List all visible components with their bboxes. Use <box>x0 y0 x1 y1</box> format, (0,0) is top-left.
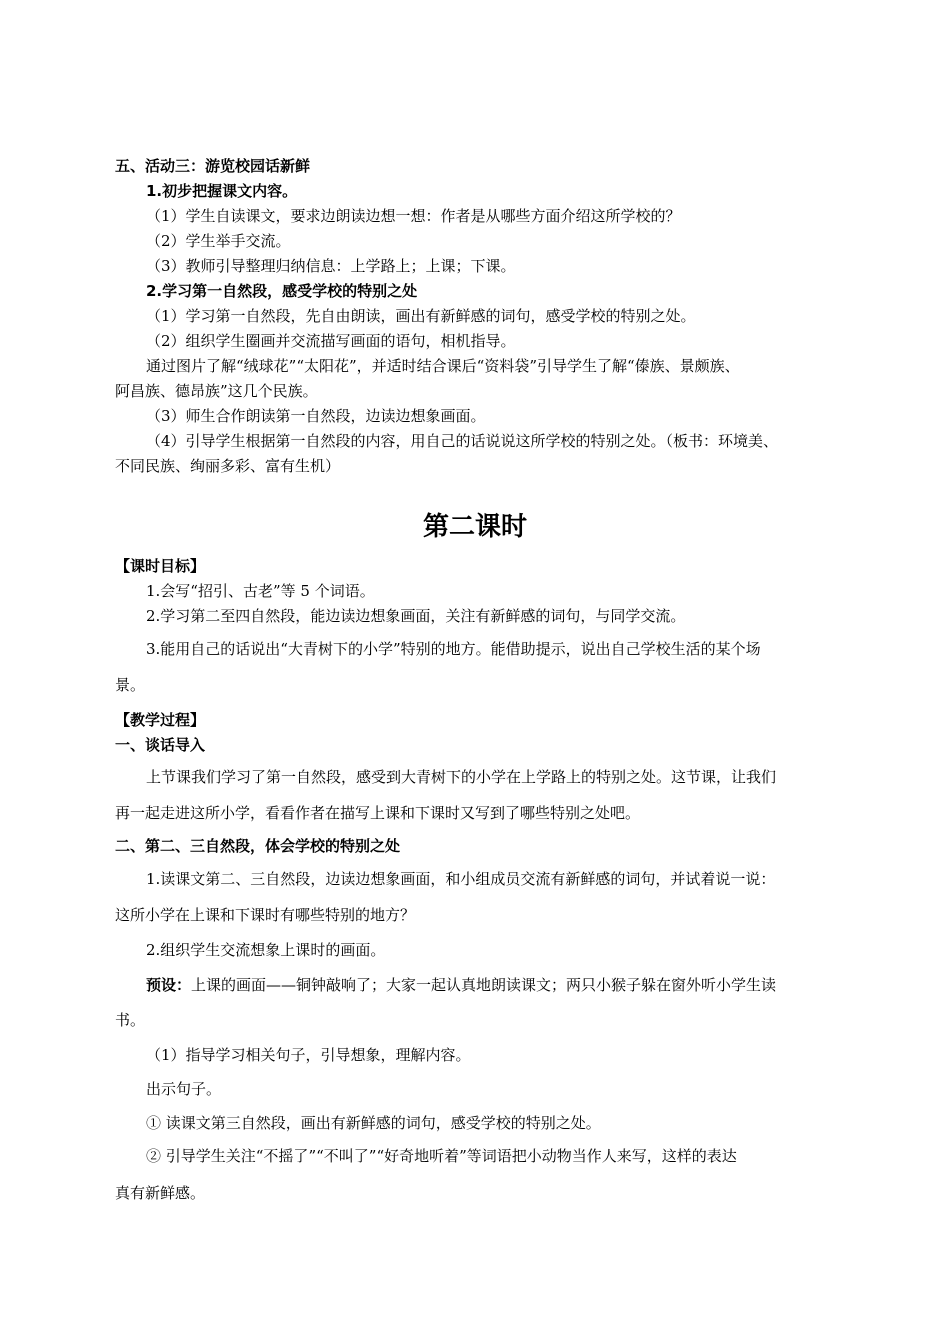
paragraph: 景。 <box>115 676 146 694</box>
paragraph: （4）引导学生根据第一自然段的内容，用自己的话说说这所学校的特别之处。（板书：环境美、 <box>146 432 779 450</box>
paragraph: ② 引导学生关注“不摇了”“不叫了”“好奇地听着”等词语把小动物当作人来写，这样的表达 <box>146 1147 737 1165</box>
paragraph: 阿昌族、德昂族”这几个民族。 <box>115 382 318 400</box>
paragraph: 这所小学在上课和下课时有哪些特别的地方？ <box>115 906 416 924</box>
paragraph: （3）师生合作朗读第一自然段，边读边想象画面。 <box>146 407 486 425</box>
paragraph: （2）学生举手交流。 <box>146 232 291 250</box>
paragraph: （1）学习第一自然段，先自由朗读，画出有新鲜感的词句，感受学校的特别之处。 <box>146 307 696 325</box>
paragraph: 2.学习第二至四自然段，能边读边想象画面，关注有新鲜感的词句，与同学交流。 <box>146 607 686 625</box>
paragraph: 3.能用自己的话说出“大青树下的小学”特别的地方。能借助提示，说出自己学校生活的某个场 <box>146 640 761 658</box>
paragraph: （2）组织学生圈画并交流描写画面的语句，相机指导。 <box>146 332 516 350</box>
lesson-title: 第二课时 <box>422 512 527 542</box>
paragraph: 不同民族、绚丽多彩、富有生机） <box>115 457 341 475</box>
step-heading: 1.初步把握课文内容。 <box>146 182 298 200</box>
step-heading: 2.学习第一自然段，感受学校的特别之处 <box>146 282 418 300</box>
paragraph: 1.会写“招引、古老”等 5 个词语。 <box>146 582 375 600</box>
paragraph <box>146 975 875 995</box>
section-heading: 五、活动三：游览校园话新鲜 <box>115 157 311 175</box>
preset-label: 预设： <box>146 976 192 994</box>
paragraph: ① 读课文第三自然段，画出有新鲜感的词句，感受学校的特别之处。 <box>146 1114 601 1132</box>
paragraph: 真有新鲜感。 <box>115 1184 206 1202</box>
paragraph: （3）教师引导整理归纳信息：上学路上；上课；下课。 <box>146 257 516 275</box>
paragraph: 出示句子。 <box>146 1080 222 1098</box>
section-heading: 一、谈话导入 <box>115 736 206 754</box>
paragraph: （1）学生自读课文，要求边朗读边想一想：作者是从哪些方面介绍这所学校的？ <box>146 207 681 225</box>
paragraph: （1）指导学习相关句子，引导想象，理解内容。 <box>146 1046 471 1064</box>
section-heading: 【教学过程】 <box>115 711 206 729</box>
paragraph: 1.读课文第二、三自然段，边读边想象画面，和小组成员交流有新鲜感的词句，并试着说一说： <box>146 870 776 888</box>
paragraph: 书。 <box>115 1011 146 1029</box>
preset-text: 上课的画面——铜钟敲响了；大家一起认真地朗读课文；两只小猴子躲在窗外听小学生读 <box>191 976 777 994</box>
paragraph: 上节课我们学习了第一自然段，感受到大青树下的小学在上学路上的特别之处。这节课，让我们 <box>146 768 777 786</box>
section-heading: 【课时目标】 <box>115 557 206 575</box>
paragraph: 再一起走进这所小学，看看作者在描写上课和下课时又写到了哪些特别之处吧。 <box>115 804 641 822</box>
paragraph: 通过图片了解“绒球花”“太阳花”，并适时结合课后“资料袋”引导学生了解“傣族、景颇族、 <box>146 357 740 375</box>
paragraph: 2.组织学生交流想象上课时的画面。 <box>146 941 386 959</box>
section-heading: 二、第二、三自然段，体会学校的特别之处 <box>115 837 401 855</box>
